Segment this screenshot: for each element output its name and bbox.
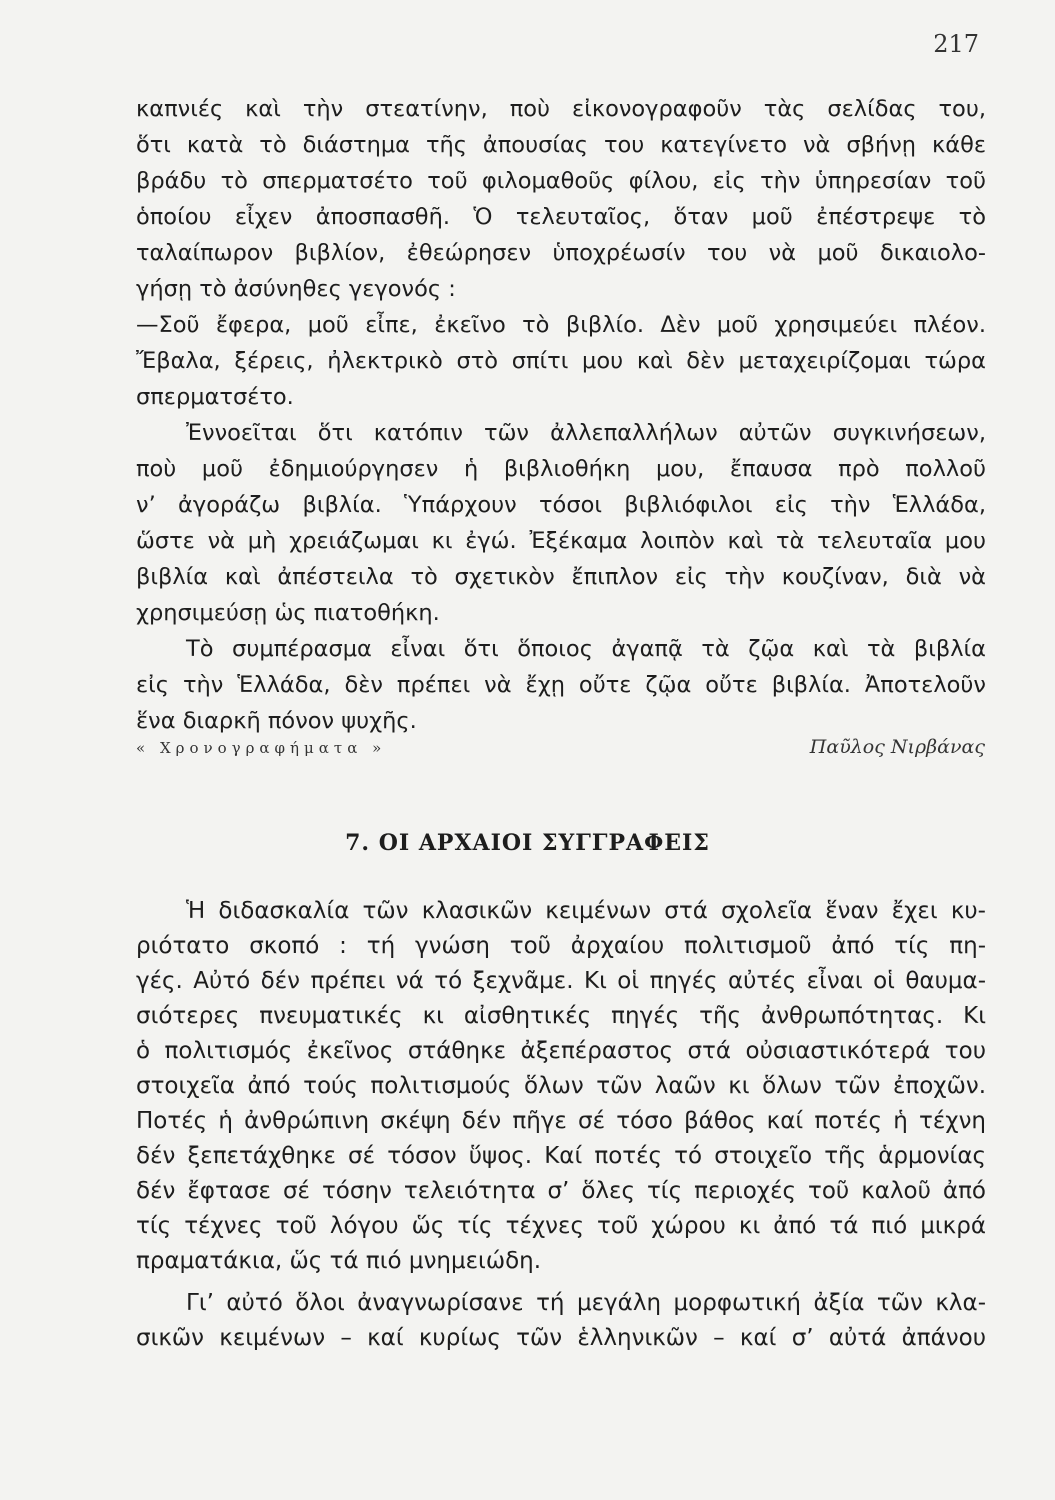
body-line: Ἡ διδασκαλία τῶν κλασικῶν κειμένων στά σχολεῖα ἕναν ἔχει κυ- [186, 898, 986, 924]
body-line: Ἐννοεῖται ὅτι κατόπιν τῶν ἀλλεπαλλήλων αὐτῶν συγκινήσεων, [186, 420, 986, 446]
body-line: εἰς τὴν Ἑλλάδα, δὲν πρέπει νὰ ἔχῃ οὔτε ζῷα οὔτε βιβλία. Ἀποτελοῦν [136, 672, 986, 698]
body-line: δέν ἔφτασε σέ τόσην τελειότητα σ’ ὅλες τίς περιοχές τοῦ καλοῦ ἀπό [136, 1178, 986, 1204]
body-line: δέν ξεπετάχθηκε σέ τόσον ὕψος. Καί ποτές τό στοιχεῖο τῆς ἁρμονίας [136, 1143, 986, 1169]
body-line: ποὺ μοῦ ἐδημιούργησεν ἡ βιβλιοθήκη μου, ἔπαυσα πρὸ πολλοῦ [136, 456, 986, 482]
body-line: ριότατο σκοπό : τή γνώση τοῦ ἀρχαίου πολιτισμοῦ ἀπό τίς πη- [136, 933, 986, 959]
body-line: ν’ ἀγοράζω βιβλία. Ὑπάρχουν τόσοι βιβλιόφιλοι εἰς τὴν Ἑλλάδα, [136, 492, 986, 518]
body-line: ὁποίου εἶχεν ἀποσπασθῆ. Ὁ τελευταῖος, ὅταν μοῦ ἐπέστρεψε τὸ [136, 204, 986, 230]
body-line: τίς τέχνες τοῦ λόγου ὥς τίς τέχνες τοῦ χώρου κι ἀπό τά πιό μικρά [136, 1213, 986, 1239]
body-line: γήσῃ τὸ ἀσύνηθες γεγονός : [136, 276, 456, 302]
body-line: ταλαίπωρον βιβλίον, ἐθεώρησεν ὑποχρέωσίν του νὰ μοῦ δικαιολο- [136, 240, 986, 266]
source-citation: « Χρονογραφήματα » [136, 739, 387, 757]
body-line: ὥστε νὰ μὴ χρειάζωμαι κι ἐγώ. Ἐξέκαμα λοιπὸν καὶ τὰ τελευταῖα μου [136, 528, 986, 554]
body-line: Ἔβαλα, ξέρεις, ἠλεκτρικὸ στὸ σπίτι μου καὶ δὲν μεταχειρίζομαι τώρα [136, 348, 986, 374]
body-line: σπερματσέτο. [136, 384, 294, 410]
page-number: 217 [933, 30, 979, 58]
section-heading: 7. ΟΙ ΑΡΧΑΙΟΙ ΣΥΓΓΡΑΦΕΙΣ [345, 830, 710, 856]
body-line: ἕνα διαρκῆ πόνον ψυχῆς. [136, 708, 417, 734]
body-line: —Σοῦ ἔφερα, μοῦ εἶπε, ἐκεῖνο τὸ βιβλίο. Δὲν μοῦ χρησιμεύει πλέον. [136, 312, 986, 338]
body-line: στοιχεῖα ἀπό τούς πολιτισμούς ὅλων τῶν λαῶν κι ὅλων τῶν ἐποχῶν. [136, 1073, 986, 1099]
body-line: βράδυ τὸ σπερματσέτο τοῦ φιλομαθοῦς φίλου, εἰς τὴν ὑπηρεσίαν τοῦ [136, 168, 986, 194]
body-line: Τὸ συμπέρασμα εἶναι ὅτι ὅποιος ἀγαπᾷ τὰ ζῷα καὶ τὰ βιβλία [186, 636, 986, 662]
author-signature: Παῦλος Νιρβάνας [809, 736, 985, 758]
body-line: γές. Αὐτό δέν πρέπει νά τό ξεχνᾶμε. Κι οἱ πηγές αὐτές εἶναι οἱ θαυμα- [136, 968, 986, 994]
body-line: καπνιές καὶ τὴν στεατίνην, ποὺ εἰκονογραφοῦν τὰς σελίδας του, [136, 96, 986, 122]
body-line: ὁ πολιτισμός ἐκεῖνος στάθηκε ἀξεπέραστος στά οὐσιαστικότερά του [136, 1038, 986, 1064]
body-line: Ποτές ἡ ἀνθρώπινη σκέψη δέν πῆγε σέ τόσο βάθος καί ποτές ἡ τέχνη [136, 1108, 986, 1134]
body-line: σιότερες πνευματικές κι αἰσθητικές πηγές τῆς ἀνθρωπότητας. Κι [136, 1003, 986, 1029]
body-line: ὅτι κατὰ τὸ διάστημα τῆς ἀπουσίας του κατεγίνετο νὰ σβήνῃ κάθε [136, 132, 986, 158]
body-line: σικῶν κειμένων – καί κυρίως τῶν ἑλληνικῶν – καί σ’ αὐτά ἀπάνου [136, 1325, 986, 1351]
body-line: βιβλία καὶ ἀπέστειλα τὸ σχετικὸν ἔπιπλον εἰς τὴν κουζίναν, διὰ νὰ [136, 564, 986, 590]
body-line: Γι’ αὐτό ὅλοι ἀναγνωρίσανε τή μεγάλη μορφωτική ἀξία τῶν κλα- [186, 1290, 986, 1316]
body-line: πραματάκια, ὥς τά πιό μνημειώδη. [136, 1248, 542, 1274]
body-line: χρησιμεύσῃ ὡς πιατοθήκη. [136, 600, 440, 626]
